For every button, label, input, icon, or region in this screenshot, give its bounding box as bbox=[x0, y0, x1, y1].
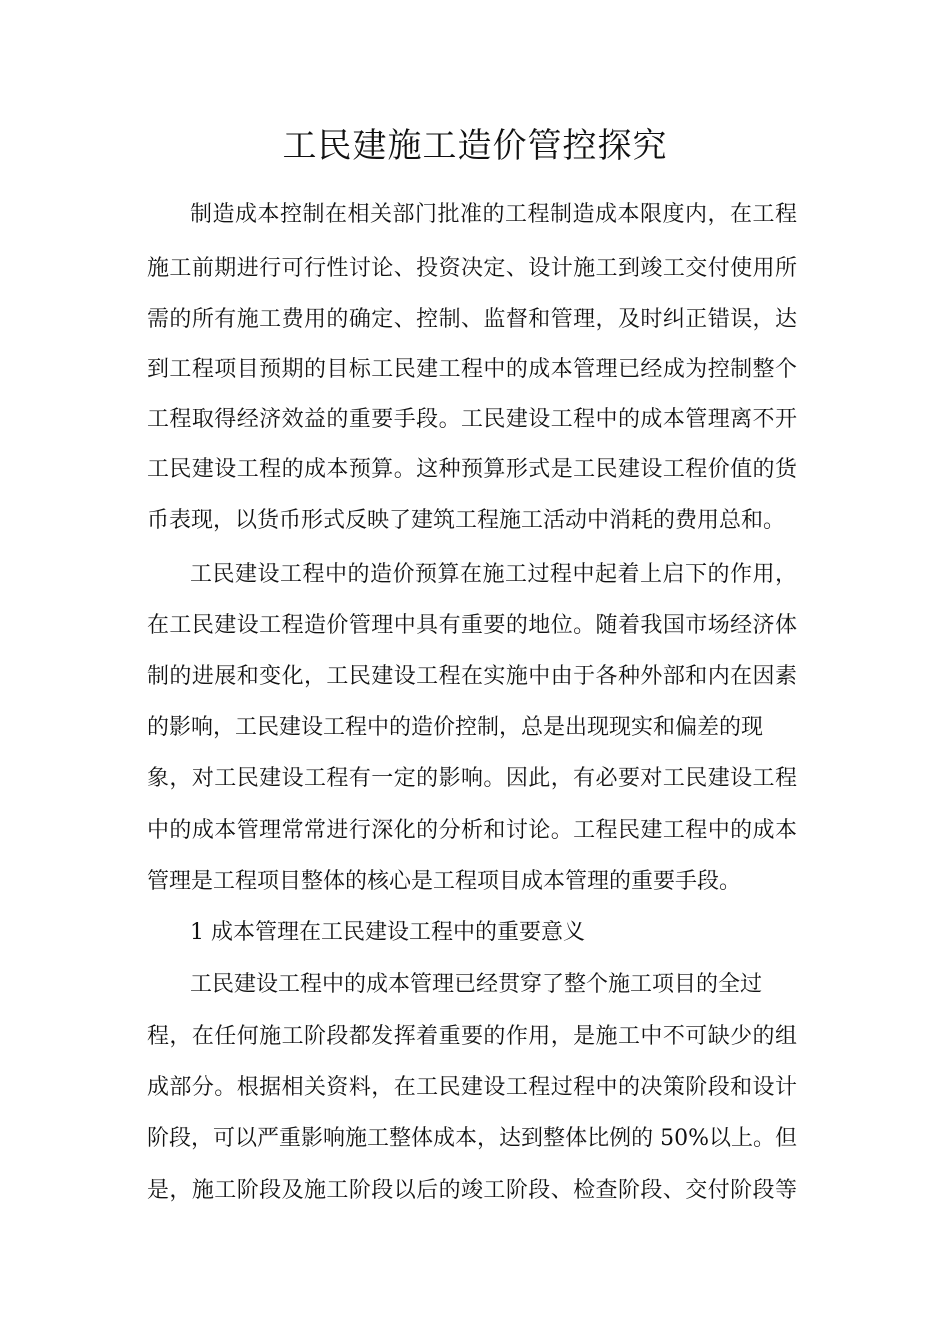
paragraph-line: 象，对工民建设工程有一定的影响。因此，有必要对工民建设工程 bbox=[147, 766, 797, 791]
document-title: 工民建施工造价管控探究 bbox=[282, 126, 668, 166]
paragraph-line: 制造成本控制在相关部门批准的工程制造成本限度内，在工程 bbox=[190, 202, 797, 227]
paragraph-line: 工程取得经济效益的重要手段。工民建设工程中的成本管理离不开 bbox=[147, 407, 797, 432]
paragraph-line: 阶段，可以严重影响施工整体成本，达到整体比例的 50%以上。但 bbox=[147, 1126, 797, 1151]
paragraph-line: 需的所有施工费用的确定、控制、监督和管理，及时纠正错误，达 bbox=[147, 307, 797, 332]
paragraph-line: 是，施工阶段及施工阶段以后的竣工阶段、检查阶段、交付阶段等 bbox=[147, 1178, 797, 1203]
paragraph-line: 程，在任何施工阶段都发挥着重要的作用，是施工中不可缺少的组 bbox=[147, 1024, 797, 1049]
paragraph-line: 在工民建设工程造价管理中具有重要的地位。随着我国市场经济体 bbox=[147, 613, 797, 638]
paragraph-line: 中的成本管理常常进行深化的分析和讨论。工程民建工程中的成本 bbox=[147, 818, 797, 843]
paragraph-line: 制的进展和变化，工民建设工程在实施中由于各种外部和内在因素 bbox=[147, 664, 797, 689]
paragraph-line: 施工前期进行可行性讨论、投资决定、设计施工到竣工交付使用所 bbox=[147, 256, 797, 281]
paragraph-line: 工民建设工程中的成本管理已经贯穿了整个施工项目的全过 bbox=[190, 972, 763, 997]
paragraph-line: 工民建设工程中的造价预算在施工过程中起着上启下的作用， bbox=[190, 562, 797, 587]
paragraph-line: 到工程项目预期的目标工民建工程中的成本管理已经成为控制整个 bbox=[147, 357, 797, 382]
section-heading: 1 成本管理在工民建设工程中的重要意义 bbox=[190, 920, 585, 945]
paragraph-line: 管理是工程项目整体的核心是工程项目成本管理的重要手段。 bbox=[147, 869, 742, 894]
paragraph-line: 工民建设工程的成本预算。这种预算形式是工民建设工程价值的货 bbox=[147, 457, 797, 482]
paragraph-line: 币表现，以货币形式反映了建筑工程施工活动中消耗的费用总和。 bbox=[147, 508, 786, 533]
paragraph-line: 的影响，工民建设工程中的造价控制，总是出现现实和偏差的现 bbox=[147, 715, 764, 740]
paragraph-line: 成部分。根据相关资料，在工民建设工程过程中的决策阶段和设计 bbox=[147, 1075, 797, 1100]
